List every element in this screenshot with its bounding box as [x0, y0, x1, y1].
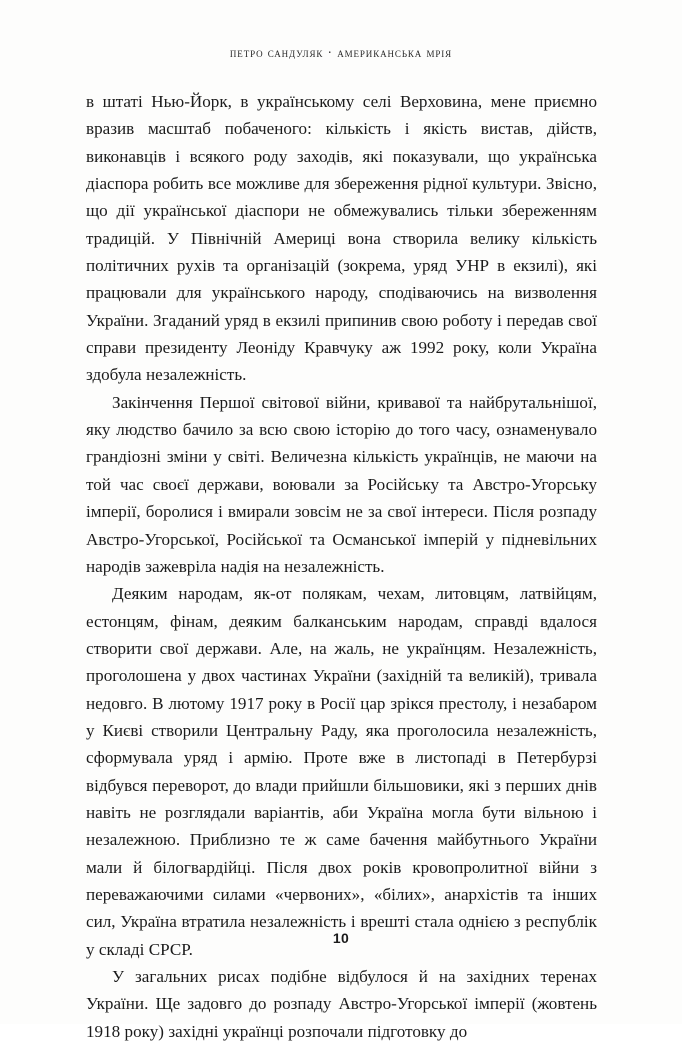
paragraph-3: Деяким народам, як-от полякам, чехам, литовцям, латвійцям, естонцям, фінам, деяким балканським народам, справді вдалося створити свої держави. Але, на жаль, не українцям. Незалежність, проголошена у двох частинах України (західній та великій), тривала недовго. В лютому 1917 року в Росії цар зрікся престолу, і незабаром у Києві створили Центральну Раду, яка проголосила незалежність, сформувала уряд і армію. Проте вже в листопаді в Петербурзі відбувся переворот, до влади прийшли більшовики, які з перших днів навіть не розглядали варіантів, аби Україна могла бути вільною і незалежною. Приблизно те ж саме бачення майбутнього України мали й білогвардійці. Після двох років кровопролитної війни з переважаючими силами «червоних», «білих», анархістів та інших сил, Україна втратила незалежність і врешті стала однією з республік у складі СРСР. [86, 584, 597, 959]
running-header-title: петро сандуляк · американська мрія [229, 45, 453, 60]
body-text-block [86, 88, 597, 1045]
running-header [0, 45, 682, 61]
paragraph-2: Закінчення Першої світової війни, кривавої та найбрутальнішої, яку людство бачило за всю свою історію до того часу, ознаменувало грандіозні зміни у світі. Величезна кількість українців, не маючи на той час своєї держави, воювали за Російську та Австро-Угорську імперії, боролися і вмирали зовсім не за свої інтереси. Після розпаду Австро-Угорської, Російської та Османської імперій у підневільних народів зажевріла надія на незалежність. [86, 392, 597, 576]
paragraph-1: в штаті Нью-Йорк, в українському селі Верховина, мене приємно вразив масштаб побаченого: кількість і якість вистав, дійств, виконавців і всякого роду заходів, які показували, що українська діаспора робить все можливе для збереження рідної культури. Звісно, що дії української діаспори не обмежувались тільки збереженням традицій. У Північній Америці вона створила велику кількість політичних рухів та організацій (зокрема, уряд УНР в екзилі), які працювали для українського народу, сподіваючись на визволення України. Згаданий уряд в екзилі припинив свою роботу і передав свої справи президенту Леоніду Кравчуку аж 1992 року, коли Україна здобула незалежність. [86, 92, 597, 385]
page-number: 10 [332, 930, 350, 946]
paragraph-4: У загальних рисах подібне відбулося й на західних теренах України. Ще задовго до розпаду Австро-Угорської імперії (жовтень 1918 року) західні українці розпочали підготовку до [86, 967, 597, 1041]
